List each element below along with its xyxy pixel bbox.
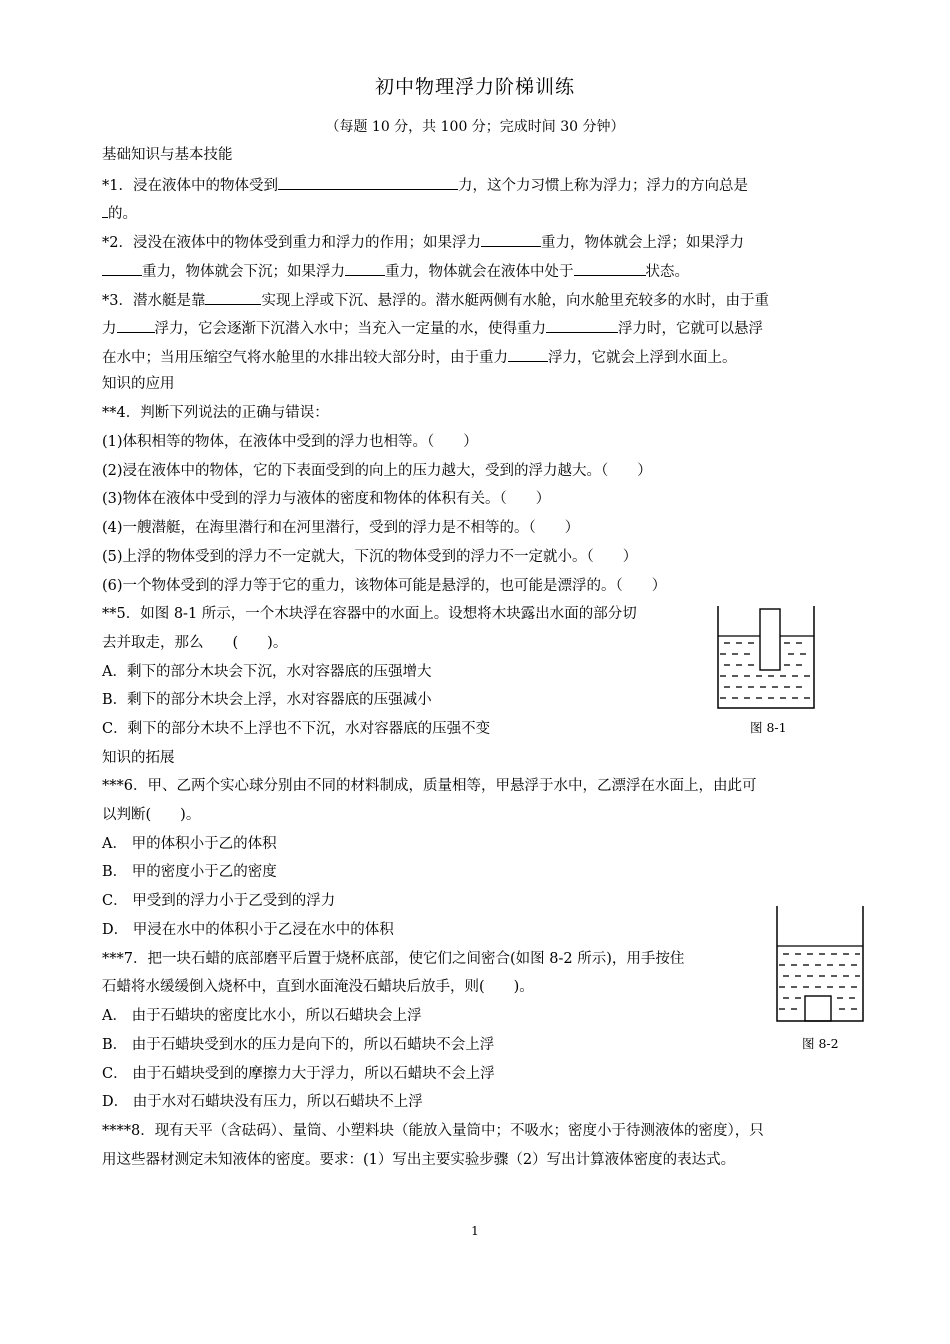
question-6-stem-2: 以判断( )。 (102, 807, 201, 823)
question-2-line-2 (102, 259, 689, 283)
q1-blank-1[interactable] (278, 173, 458, 190)
question-4-stem: **4．判断下列说法的正确与错误： (102, 405, 329, 421)
q4-item-1: (1)体积相等的物体，在液体中受到的浮力也相等。（ ） (102, 434, 478, 450)
q3-blank-4[interactable] (508, 345, 548, 362)
q7-option-b: B． 由于石蜡块受到水的压力是向下的，所以石蜡块不会上浮 (102, 1037, 495, 1053)
question-6-stem-1: ***6．甲、乙两个实心球分别由不同的材料制成，质量相等，甲悬浮于水中，乙漂浮在水面上，由此可 (102, 778, 757, 794)
question-8-stem-2: 用这些器材测定未知液体的密度。要求：(1）写出主要实验步骤（2）写出计算液体密度的表达式。 (102, 1152, 736, 1168)
q1-text-b: 力，这个力习惯上称为浮力；浮力的方向总是 (457, 178, 748, 194)
q2-blank-1[interactable] (481, 230, 541, 247)
q6-option-c: C． 甲受到的浮力小于乙受到的浮力 (102, 893, 336, 909)
q6-option-b: B． 甲的密度小于乙的密度 (102, 864, 277, 880)
q2-text-d: 重力，物体就会在液体中处于 (385, 264, 574, 280)
q7-option-d: D． 由于水对石蜡块没有压力，所以石蜡块不上浮 (102, 1094, 423, 1110)
q5-option-b: B．剩下的部分木块会上浮，水对容器底的压强减小 (102, 692, 432, 708)
q4-item-2: (2)浸在液体中的物体，它的下表面受到的向上的压力越大，受到的浮力越大。（ ） (102, 463, 652, 479)
figure-8-2-beaker-with-wax (775, 906, 865, 1024)
question-5-stem-2: 去并取走，那么 ( )。 (102, 635, 288, 651)
question-7-stem-1: ***7．把一块石蜡的底部磨平后置于烧杯底部，使它们之间密合(如图 8-2 所示)，用手按住 (102, 951, 685, 967)
q2-blank-4[interactable] (574, 259, 646, 276)
question-7-stem-2: 石蜡将水缓缓倒入烧杯中，直到水面淹没石蜡块后放手，则( )。 (102, 979, 534, 995)
q1-text-c: 的。 (108, 206, 137, 222)
q3-text-a: *3．潜水艇是靠 (102, 293, 206, 309)
q3-blank-2[interactable] (117, 316, 155, 333)
figure-8-1-container-with-block (716, 606, 816, 710)
question-3-line-2 (102, 316, 763, 340)
section-heading-extension: 知识的拓展 (102, 750, 175, 766)
q2-blank-3[interactable] (345, 259, 385, 276)
q2-blank-2[interactable] (102, 259, 142, 276)
q3-text-d: 浮力，它会逐渐下沉潜入水中；当充入一定量的水，使得重力 (154, 321, 546, 337)
q2-text-c: 重力，物体就会下沉；如果浮力 (142, 264, 345, 280)
q2-text-b: 重力，物体就会上浮；如果浮力 (540, 235, 744, 251)
question-2-line-1 (102, 230, 744, 254)
q1-text-a: *1．浸在液体中的物体受到 (102, 178, 278, 194)
q3-text-b: 实现上浮或下沉、悬浮的。潜水艇两侧有水舱，向水舱里充较多的水时，由于重 (261, 293, 769, 309)
page-subtitle: （每题 10 分，共 100 分；完成时间 30 分钟） (325, 119, 625, 135)
page-title: 初中物理浮力阶梯训练 (374, 76, 575, 98)
section-heading-basic: 基础知识与基本技能 (102, 147, 233, 163)
q4-item-3: (3)物体在液体中受到的浮力与液体的密度和物体的体积有关。（ ） (102, 491, 551, 507)
figure-8-1-caption: 图 8-1 (750, 720, 787, 735)
q3-blank-1[interactable] (205, 288, 261, 305)
q3-text-f: 在水中；当用压缩空气将水舱里的水排出较大部分时，由于重力 (102, 350, 508, 366)
figure-8-1-wood-block (760, 609, 780, 670)
q7-option-a: A． 由于石蜡块的密度比水小，所以石蜡块会上浮 (102, 1008, 422, 1024)
q3-text-g: 浮力，它就会上浮到水面上。 (548, 350, 737, 366)
q3-text-c: 力 (102, 321, 117, 337)
q5-option-a: A．剩下的部分木块会下沉，水对容器底的压强增大 (102, 664, 432, 680)
q3-text-e: 浮力时，它就可以悬浮 (618, 321, 763, 337)
figure-8-2-wax-block (805, 996, 831, 1021)
q5-option-c: C．剩下的部分木块不上浮也不下沉，水对容器底的压强不变 (102, 721, 491, 737)
question-1-line-2 (102, 201, 137, 225)
question-3-line-3 (102, 345, 737, 369)
q7-option-c: C． 由于石蜡块受到的摩擦力大于浮力，所以石蜡块不会上浮 (102, 1066, 495, 1082)
page-number: 1 (471, 1224, 479, 1238)
figure-8-2-caption: 图 8-2 (802, 1036, 839, 1051)
q2-text-e: 状态。 (645, 264, 689, 280)
q4-item-5: (5)上浮的物体受到的浮力不一定就大，下沉的物体受到的浮力不一定就小。（ ） (102, 549, 638, 565)
q4-item-6: (6)一个物体受到的浮力等于它的重力，该物体可能是悬浮的，也可能是漂浮的。（ ） (102, 578, 667, 594)
q6-option-d: D． 甲浸在水中的体积小于乙浸在水中的体积 (102, 922, 394, 938)
question-8-stem-1: ****8．现有天平（含砝码）、量筒、小塑料块（能放入量筒中；不吸水；密度小于待测液体的密度），只 (102, 1123, 764, 1139)
q3-blank-3[interactable] (546, 316, 618, 333)
section-heading-application: 知识的应用 (102, 376, 175, 392)
q6-option-a: A． 甲的体积小于乙的体积 (102, 836, 277, 852)
question-3-line-1 (102, 288, 769, 312)
q2-text-a: *2．浸没在液体中的物体受到重力和浮力的作用；如果浮力 (102, 235, 481, 251)
q4-item-4: (4)一艘潜艇，在海里潜行和在河里潜行，受到的浮力是不相等的。（ ） (102, 520, 580, 536)
question-1-line-1 (102, 173, 748, 197)
question-5-stem-1: **5．如图 8-1 所示，一个木块浮在容器中的水面上。设想将木块露出水面的部分切 (102, 606, 637, 622)
